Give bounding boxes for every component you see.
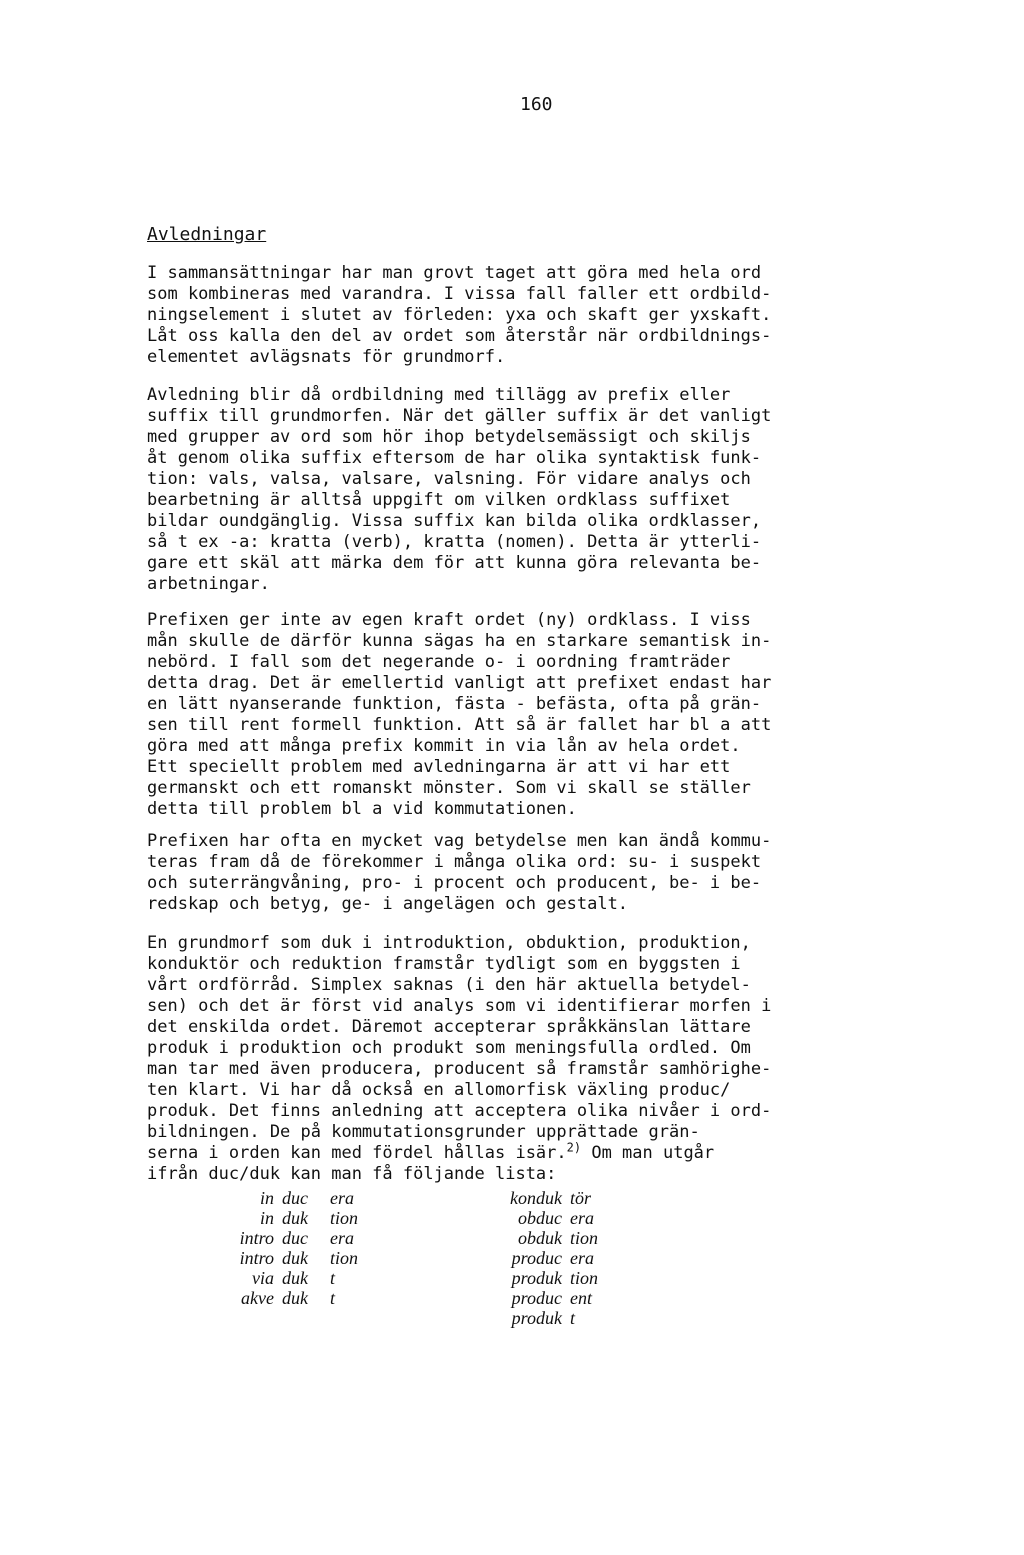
text-line: detta drag. Det är emellertid vanligt att prefixet endast har <box>147 673 772 693</box>
morpheme-cell: produk <box>511 1268 562 1288</box>
paragraph-3 <box>147 610 877 820</box>
text-line: med grupper av ord som hör ihop betydelsemässigt och skiljs <box>147 427 751 447</box>
morpheme-cell: tion <box>570 1228 599 1248</box>
table-row <box>222 1248 374 1268</box>
table-row <box>496 1228 616 1248</box>
text-line: serna i orden kan med fördel hållas isär.$^{2)}$ Om man utgår <box>147 1140 715 1163</box>
table-row <box>222 1288 374 1308</box>
table-row <box>496 1268 616 1288</box>
text-line: En grundmorf som duk i introduktion, obduktion, produktion, <box>147 933 751 953</box>
morpheme-cell: era <box>570 1248 594 1268</box>
text-line: mån skulle de därför kunna sägas ha en starkare semantisk in- <box>147 631 772 651</box>
text-line: I sammansättningar har man grovt taget att göra med hela ord <box>147 263 762 283</box>
morpheme-table-right <box>496 1188 616 1328</box>
morpheme-cell: produk <box>511 1308 562 1328</box>
text-line: bearbetning är alltså uppgift om vilken ordklass suffixet <box>147 490 731 510</box>
morpheme-cell: tion <box>330 1248 359 1268</box>
morpheme-cell: in <box>259 1208 274 1228</box>
text-line: produk. Det finns anledning att acceptera olika nivåer i ord- <box>147 1101 772 1121</box>
morpheme-cell: duc <box>282 1228 308 1248</box>
paragraph-1 <box>147 263 877 368</box>
table-row <box>222 1228 374 1248</box>
text-line: så t ex -a: kratta (verb), kratta (nomen). Detta är ytterli- <box>147 532 762 552</box>
morpheme-cell: konduk <box>510 1188 562 1208</box>
morpheme-cell: in <box>259 1188 274 1208</box>
morpheme-cell: produc <box>511 1288 562 1308</box>
morpheme-cell: intro <box>239 1248 274 1268</box>
morpheme-cell: duk <box>282 1288 308 1308</box>
text-line: gare ett skäl att märka dem för att kunna göra relevanta be- <box>147 553 762 573</box>
text-line: teras fram då de förekommer i många olika ord: su- i suspekt <box>147 852 762 872</box>
text-line: Låt oss kalla den del av ordet som återstår när ordbildnings- <box>147 326 772 346</box>
text-line: bildar oundgänglig. Vissa suffix kan bilda olika ordklasser, <box>147 511 762 531</box>
table-row <box>496 1308 616 1328</box>
morpheme-table-left <box>222 1188 374 1308</box>
morpheme-cell: ent <box>570 1288 592 1308</box>
paragraph-2 <box>147 385 877 595</box>
text-line: bildningen. De på kommutationsgrunder upprättade grän- <box>147 1122 700 1142</box>
text-line: tion: vals, valsa, valsare, valsning. För vidare analys och <box>147 469 751 489</box>
text-line: sen till rent formell funktion. Att så är fallet har bl a att <box>147 715 772 735</box>
footnote-ref: 2) <box>566 1140 582 1155</box>
table-row <box>222 1188 374 1208</box>
morpheme-cell: duk <box>282 1208 308 1228</box>
text-line: vårt ordförråd. Simplex saknas (i den här aktuella betydel- <box>147 975 751 995</box>
text-line: ifrån duc/duk kan man få följande lista: <box>147 1164 557 1184</box>
table-row <box>222 1268 374 1288</box>
morpheme-cell: obduk <box>518 1228 562 1248</box>
text-line: det enskilda ordet. Däremot accepterar språkkänslan lättare <box>147 1017 751 1037</box>
morpheme-cell: tör <box>570 1188 592 1208</box>
text-fragment: Om man utgår <box>581 1143 715 1163</box>
text-line: sen) och det är först vid analys som vi identifierar morfen i <box>147 996 772 1016</box>
section-heading: Avledningar <box>147 224 267 245</box>
text-line: ten klart. Vi har då också en allomorfisk växling produc/ <box>147 1080 731 1100</box>
morpheme-cell: produc <box>511 1248 562 1268</box>
table-row <box>222 1208 374 1228</box>
text-line: elementet avlägsnats för grundmorf. <box>147 347 506 367</box>
morpheme-cell: t <box>330 1288 336 1308</box>
text-line: detta till problem bl a vid kommutationen. <box>147 799 577 819</box>
morpheme-cell: tion <box>570 1268 599 1288</box>
table-row <box>496 1188 616 1208</box>
paragraph-5 <box>147 933 877 1185</box>
table-row <box>496 1288 616 1308</box>
text-line: åt genom olika suffix eftersom de har olika syntaktisk funk- <box>147 448 762 468</box>
paragraph-4 <box>147 831 877 915</box>
text-line: redskap och betyg, ge- i angelägen och gestalt. <box>147 894 629 914</box>
text-line: germanskt och ett romanskt mönster. Som vi skall se ställer <box>147 778 751 798</box>
morpheme-cell: akve <box>241 1288 274 1308</box>
morpheme-cell: era <box>570 1208 594 1228</box>
morpheme-cell: duc <box>282 1188 308 1208</box>
morpheme-cell: t <box>570 1308 576 1328</box>
text-line: man tar med även producera, producent så framstår samhörighe- <box>147 1059 772 1079</box>
morpheme-cell: duk <box>282 1248 308 1268</box>
text-line: suffix till grundmorfen. När det gäller suffix är det vanligt <box>147 406 772 426</box>
text-line: Prefixen ger inte av egen kraft ordet (ny) ordklass. I viss <box>147 610 751 630</box>
table-row <box>496 1248 616 1268</box>
text-line: som kombineras med varandra. I vissa fall faller ett ordbild- <box>147 284 772 304</box>
page-number: 160 <box>520 94 553 115</box>
text-line: arbetningar. <box>147 574 270 594</box>
morpheme-cell: via <box>252 1268 274 1288</box>
morpheme-cell: intro <box>239 1228 274 1248</box>
text-line: Prefixen har ofta en mycket vag betydelse men kan ändå kommu- <box>147 831 772 851</box>
text-line: Avledning blir då ordbildning med tillägg av prefix eller <box>147 385 731 405</box>
text-line: ningselement i slutet av förleden: yxa och skaft ger yxskaft. <box>147 305 772 325</box>
text-line: konduktör och reduktion framstår tydligt som en byggsten i <box>147 954 741 974</box>
table-row <box>496 1208 616 1228</box>
morpheme-cell: tion <box>330 1208 359 1228</box>
text-line: en lätt nyanserande funktion, fästa - befästa, ofta på grän- <box>147 694 762 714</box>
text-line: nebörd. I fall som det negerande o- i oordning framträder <box>147 652 731 672</box>
text-line: göra med att många prefix kommit in via lån av hela ordet. <box>147 736 741 756</box>
text-line: och suterrängvåning, pro- i procent och producent, be- i be- <box>147 873 762 893</box>
morpheme-cell: obduc <box>518 1208 562 1228</box>
morpheme-cell: duk <box>282 1268 308 1288</box>
morpheme-cell: era <box>330 1188 354 1208</box>
morpheme-cell: era <box>330 1228 354 1248</box>
text-line: Ett speciellt problem med avledningarna är att vi har ett <box>147 757 731 777</box>
morpheme-cell: t <box>330 1268 336 1288</box>
text-line: produk i produktion och produkt som meningsfulla ordled. Om <box>147 1038 751 1058</box>
